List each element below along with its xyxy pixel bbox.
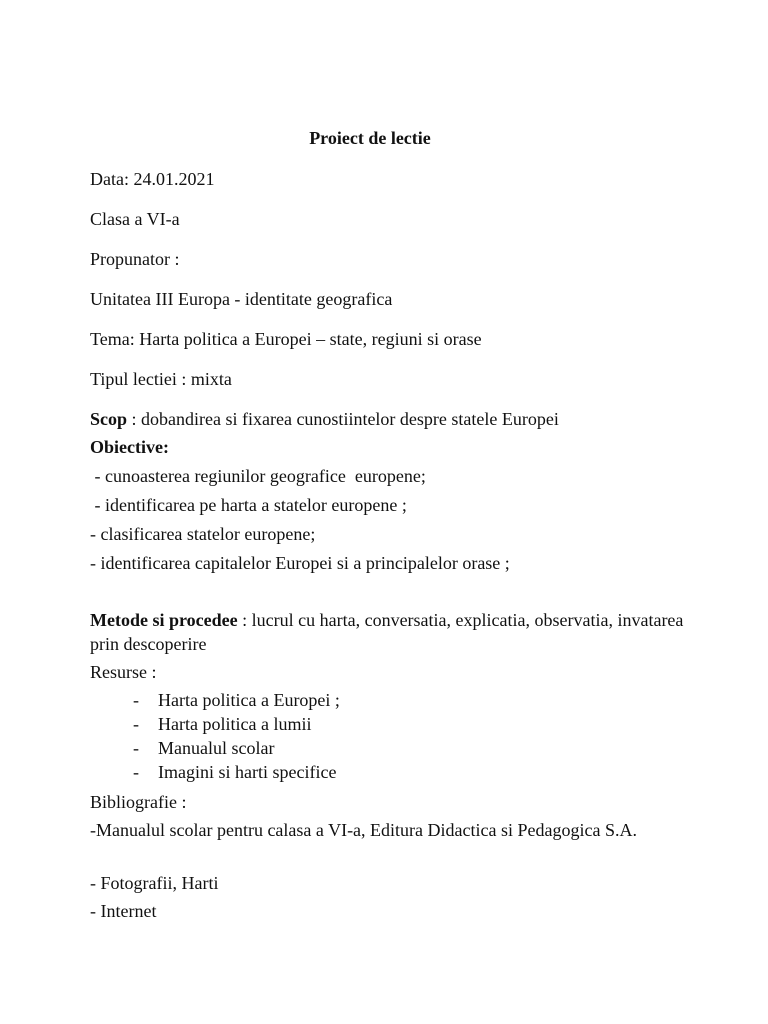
field-unitatea: Unitatea III Europa - identitate geografica	[90, 289, 393, 309]
obiective-heading: Obiective:	[90, 437, 169, 457]
metode-text: : lucrul cu harta, conversatia, explicatia, observatia, invatarea prin descoperire	[90, 610, 684, 654]
resurse-item-text: Harta politica a lumii	[158, 714, 312, 734]
resurse-item	[133, 689, 340, 711]
field-data: Data: 24.01.2021	[90, 169, 215, 189]
field-propunator: Propunator :	[90, 249, 180, 269]
dash-marker: -	[133, 762, 139, 782]
resurse-heading: Resurse :	[90, 662, 157, 682]
scop-line	[90, 408, 559, 430]
resurse-item	[133, 713, 311, 735]
resurse-item-text: Imagini si harti specifice	[158, 762, 337, 782]
obiectiv-item: - cunoasterea regiunilor geografice europene;	[90, 466, 426, 486]
resurse-item	[133, 737, 274, 759]
resurse-item	[133, 761, 336, 783]
bibliografie-item: -Manualul scolar pentru calasa a VI-a, Editura Didactica si Pedagogica S.A.	[90, 820, 637, 840]
dash-marker: -	[133, 714, 139, 734]
scop-text: : dobandirea si fixarea cunostiintelor despre statele Europei	[127, 409, 559, 429]
bibliografie-heading: Bibliografie :	[90, 792, 187, 812]
bibliografie-item: - Internet	[90, 901, 157, 921]
field-tipul-lectiei: Tipul lectiei : mixta	[90, 369, 232, 389]
scop-label: Scop	[90, 409, 128, 429]
resurse-item-text: Harta politica a Europei ;	[158, 690, 340, 710]
dash-marker: -	[133, 690, 139, 710]
document-title: Proiect de lectie	[309, 128, 431, 148]
field-clasa: Clasa a VI-a	[90, 209, 180, 229]
obiectiv-item: - clasificarea statelor europene;	[90, 524, 316, 544]
metode-paragraph	[90, 608, 690, 656]
field-tema: Tema: Harta politica a Europei – state, regiuni si orase	[90, 329, 482, 349]
dash-marker: -	[133, 738, 139, 758]
resurse-item-text: Manualul scolar	[158, 738, 275, 758]
bibliografie-item: - Fotografii, Harti	[90, 873, 219, 893]
obiectiv-item: - identificarea pe harta a statelor europene ;	[90, 495, 407, 515]
obiectiv-item: - identificarea capitalelor Europei si a principalelor orase ;	[90, 553, 510, 573]
metode-label: Metode si procedee	[90, 610, 238, 630]
